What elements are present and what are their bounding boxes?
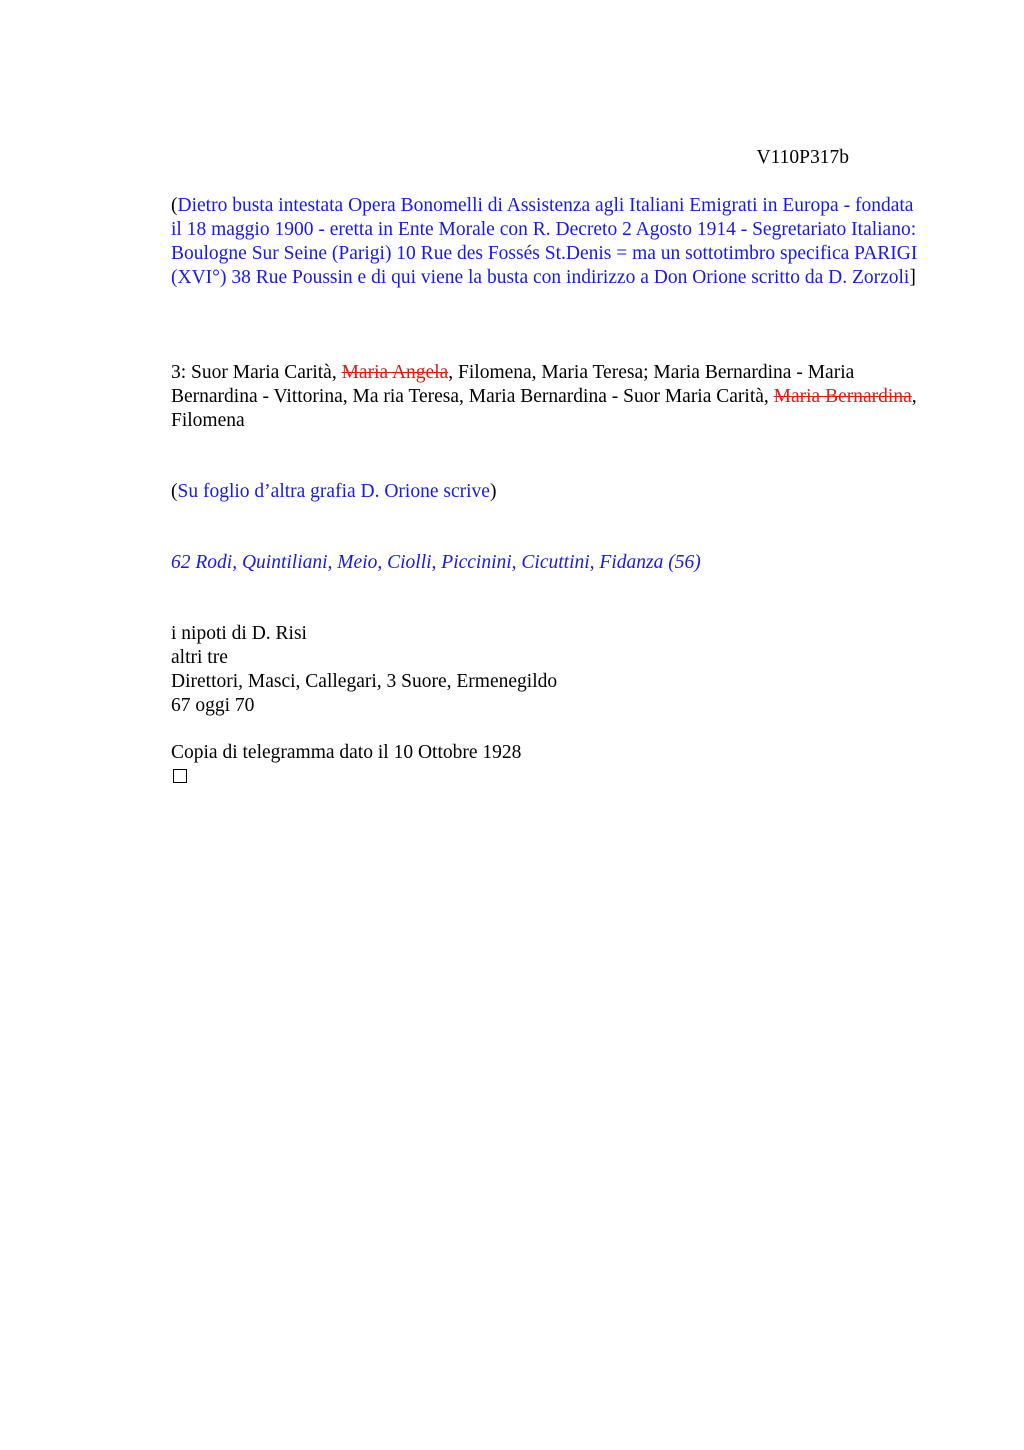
plain-list: [171, 622, 923, 718]
list-line: altri tre: [171, 647, 228, 668]
struck-name-2: Maria Bernardina: [773, 386, 912, 407]
names-paragraph: [171, 361, 923, 433]
struck-name-1: Maria Angela: [341, 362, 449, 383]
close-bracket: ]: [909, 267, 916, 288]
open-paren: (: [171, 481, 178, 502]
sheet-note-text: Su foglio d’altra grafia D. Orione scrive: [177, 481, 490, 502]
italic-name-list: 62 Rodi, Quintiliani, Meio, Ciolli, Piccinini, Cicuttini, Fidanza (56): [171, 552, 701, 573]
names-part-3: , Filomena: [171, 386, 917, 431]
names-part-2: , Filomena, Maria Teresa; Maria Bernardina - Maria Bernardina - Vittorina, Ma ria Teresa, Maria Bernardina - Suor Maria Carità,: [171, 362, 855, 407]
telegram-section: [171, 741, 923, 790]
telegram-line: Copia di telegramma dato il 10 Ottobre 1928: [171, 742, 522, 763]
sheet-note: [171, 480, 923, 504]
document-id: V110P317b: [756, 147, 849, 168]
envelope-note-text: Dietro busta intestata Opera Bonomelli di Assistenza agli Italiani Emigrati in Europa - fondata il 18 maggio 1900 - eretta in Ente Morale con R. Decreto 2 Agosto 1914 - Segretariato Italiano: Boulogne Sur Seine (Parigi) 10 Rue des Fossés St.Denis = ma un sottotimbro specifica PARIGI (XVI°) 38 Rue Poussin e di qui viene la busta con indirizzo a Don Orione scritto da D. Zorzoli: [171, 195, 918, 288]
checkbox-icon: [173, 769, 187, 783]
list-line: Direttori, Masci, Callegari, 3 Suore, Ermenegildo: [171, 671, 558, 692]
close-paren: ): [489, 481, 497, 502]
open-paren: (: [171, 195, 178, 216]
list-line: 67 oggi 70: [171, 695, 255, 716]
envelope-note: [171, 194, 923, 290]
list-line: i nipoti di D. Risi: [171, 623, 307, 644]
names-part-1: 3: Suor Maria Carità,: [171, 362, 342, 383]
